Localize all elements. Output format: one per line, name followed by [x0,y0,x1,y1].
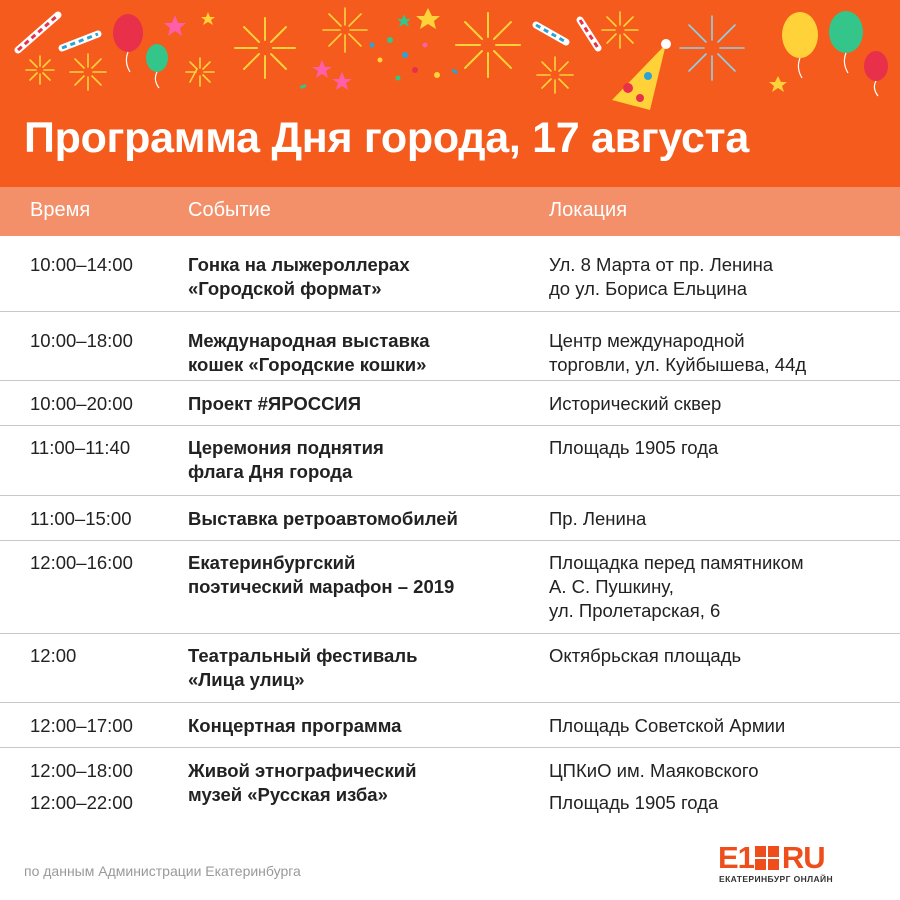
time-cell: 11:00–11:40 [30,437,131,458]
table-row [0,541,900,634]
event-cell: Выставка ретроавтомобилей [188,508,458,529]
event-cell: Концертная программа [188,715,402,736]
location-cell: Площадь 1905 года [549,437,719,458]
e1-logo[interactable] [718,840,858,884]
logo-squares-icon [755,846,781,870]
event-cell: Гонка на лыжероллерах «Городской формат» [188,254,410,299]
time-cell: 10:00–20:00 [30,393,133,414]
event-cell: Международная выставка кошек «Городские кошки» [188,330,430,375]
table-row [0,381,900,426]
time-cell: 12:00–17:00 [30,715,133,736]
column-header-event: Событие [188,199,271,221]
column-header-location: Локация [549,199,628,221]
time-cell: 12:00–16:00 [30,552,133,573]
event-cell: Церемония поднятия флага Дня города [188,437,384,482]
logo-tagline: ЕКАТЕРИНБУРГ ОНЛАЙН [719,874,834,884]
table-row [0,496,900,541]
table-row [0,703,900,748]
event-cell: Живой этнографический музей «Русская изба» [188,760,417,805]
source-note: по данным Администрации Екатеринбурга [24,863,301,879]
table-header [0,187,900,236]
time-cell: 10:00–18:00 [30,330,133,351]
location-cell: Пр. Ленина [549,508,647,529]
location-cell: Исторический сквер [549,393,722,414]
location-cell: ЦПКиО им. Маяковского Площадь 1905 года [549,760,759,813]
table-row [0,748,900,828]
firework-burst-icon [456,13,520,77]
table-row [0,312,900,381]
table-row [0,426,900,496]
location-cell: Площадка перед памятником А. С. Пушкину, ул. Пролетарская, 6 [549,552,804,621]
location-cell: Центр международной торговли, ул. Куйбышева, 44д [549,330,807,375]
table-row [0,236,900,312]
location-cell: Площадь Советской Армии [549,715,786,736]
page-title: Программа Дня города, 17 августа [24,114,749,162]
party-hat-icon [612,39,671,110]
confetti-icon [300,37,458,89]
event-cell: Екатеринбургский поэтический марафон – 2019 [188,552,455,597]
column-header-time: Время [30,199,91,221]
time-cell: 10:00–14:00 [30,254,133,275]
location-cell: Октябрьская площадь [549,645,742,666]
festive-banner [0,0,900,187]
firework-burst-icon [235,18,295,78]
firework-burst-icon [680,16,744,80]
table-row [0,634,900,703]
star-icon [164,8,787,92]
time-cell: 11:00–15:00 [30,508,132,529]
time-cell: 12:00–18:00 12:00–22:00 [30,760,133,813]
event-cell: Проект #ЯРОССИЯ [188,393,362,414]
location-cell: Ул. 8 Марта от пр. Ленина до ул. Бориса Ельцина [549,254,774,299]
logo-wordmark: E1 RU [718,840,825,875]
event-cell: Театральный фестиваль «Лица улиц» [188,645,418,690]
time-cell: 12:00 [30,645,77,666]
